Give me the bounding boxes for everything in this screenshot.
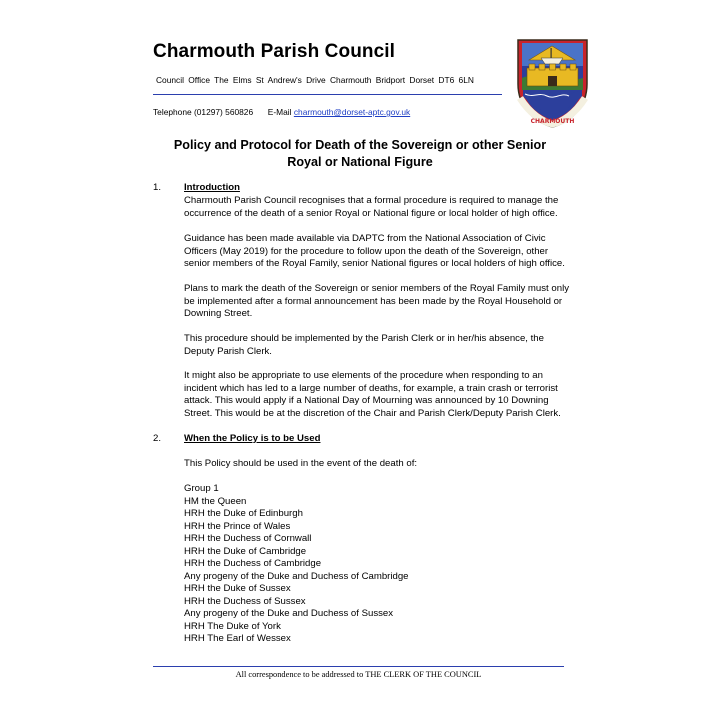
council-crest-icon — [515, 38, 590, 129]
email-link[interactable]: charmouth@dorset-aptc.gov.uk — [293, 107, 411, 117]
paragraph: Plans to mark the death of the Sovereign or senior members of the Royal Family must only be implemented after a formal announcement has been made by the Royal Household or Downing Street. — [184, 283, 569, 319]
list-item: HRH the Duchess of Cornwall — [184, 533, 312, 544]
footer-note: All correspondence to be addressed to THE CLERK OF THE COUNCIL — [235, 670, 482, 679]
section-heading: Introduction — [184, 182, 240, 193]
email-label: E-Mail — [267, 107, 292, 117]
list-item: HRH the Duchess of Sussex — [184, 595, 306, 607]
list-item: HRH the Prince of Wales — [184, 520, 291, 532]
list-item: Any progeny of the Duke and Duchess of Sussex — [184, 608, 394, 619]
document-title-line2: Royal or National Figure — [287, 155, 433, 169]
paragraph: Charmouth Parish Council recognises that a formal procedure is required to manage the occurrence of the death of a senior Royal or National figure or local holder of high office. — [184, 195, 559, 219]
list-item: HRH the Duchess of Cambridge — [184, 558, 322, 569]
council-address: Council Office The Elms St Andrew's Drive Charmouth Bridport Dorset DT6 6LN — [156, 75, 474, 85]
council-name: Charmouth Parish Council — [153, 41, 396, 62]
section-number: 1. — [153, 182, 162, 193]
section-number: 2. — [153, 433, 162, 444]
header-divider — [153, 94, 502, 95]
paragraph: Guidance has been made available via DAPTC from the National Association of Civic Officers (May 2019) for the procedure to follow upon the death of the Sovereign, other senior members of the Royal Family, senior National figures or local holders of high office. — [184, 233, 565, 269]
list-item: HM the Queen — [184, 495, 247, 507]
list-item: HRH the Duke of Cambridge — [184, 545, 307, 557]
document-title — [150, 137, 570, 171]
list-item: HRH the Duke of Sussex — [184, 583, 291, 594]
section-heading: When the Policy is to be Used — [184, 433, 321, 444]
list-item: Any progeny of the Duke and Duchess of Cambridge — [184, 570, 409, 582]
paragraph: It might also be appropriate to use elements of the procedure when responding to an incident which has led to a large number of deaths, for example, a train crash or terrorist attack. This would apply if a National Day of Mourning was announced by 10 Downing Street. This would be at the discretion of the Chair and Parish Clerk/Deputy Parish Clerk. — [184, 370, 561, 419]
footer-divider — [153, 666, 564, 667]
paragraph: This Policy should be used in the event of the death of: — [184, 458, 418, 469]
list-item: HRH The Duke of York — [184, 620, 281, 632]
group-label: Group 1 — [184, 483, 219, 494]
paragraph: This procedure should be implemented by the Parish Clerk or in her/his absence, the Deputy Parish Clerk. — [184, 333, 544, 357]
crest-motto: CHARMOUTH — [530, 118, 575, 125]
list-item: HRH the Duke of Edinburgh — [184, 508, 303, 519]
list-item: HRH The Earl of Wessex — [184, 633, 291, 644]
contact-line — [153, 107, 410, 117]
telephone-number: Telephone (01297) 560826 — [153, 107, 254, 117]
group-1-list — [184, 483, 409, 646]
document-title-line1: Policy and Protocol for Death of the Sovereign or other Senior — [173, 138, 547, 152]
